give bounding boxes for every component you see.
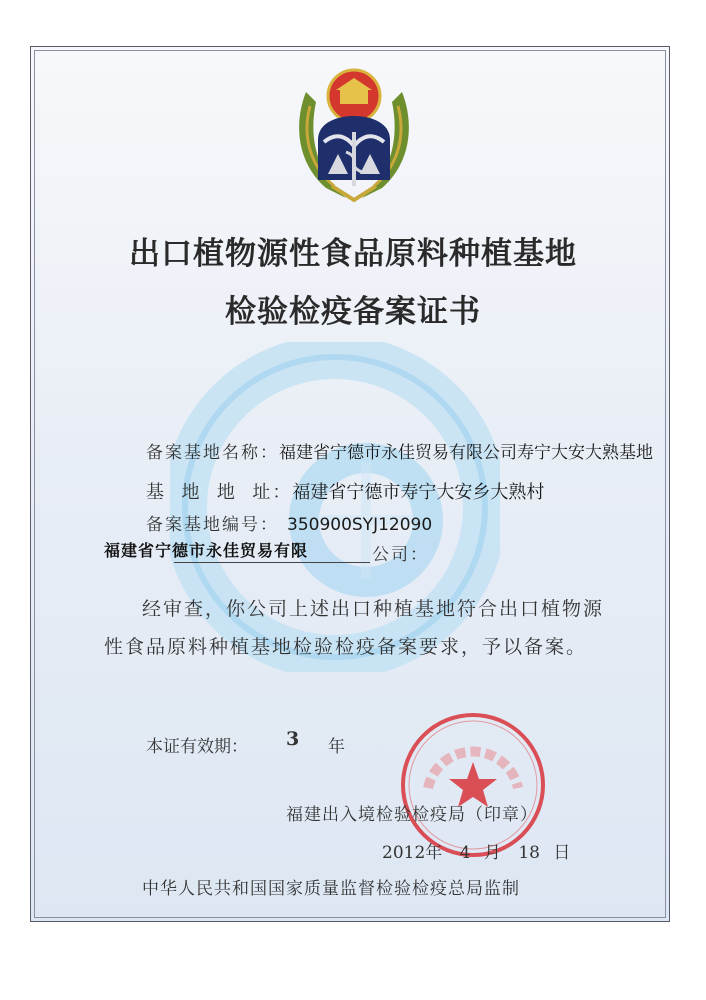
validity-unit: 年 (328, 737, 345, 757)
body-line-1: 经审查，你公司上述出口种植基地符合出口植物源 (142, 598, 605, 620)
address-row (146, 478, 544, 504)
company-name: 福建省宁德市永佳贸易有限 (104, 541, 309, 560)
base-name-label: 备案基地名称： (146, 443, 279, 463)
address-value: 福建省宁德市寿宁大安乡大熟村 (292, 482, 545, 503)
date-year: 2012 (382, 843, 426, 863)
date-year-unit: 年 (425, 843, 443, 863)
number-value: 350900SYJ12090 (287, 515, 433, 535)
company-underline (174, 562, 370, 563)
issuer-text: 福建出入境检验检疫局（印章） (286, 805, 538, 825)
number-label: 备案基地编号： (146, 515, 279, 535)
supervisor-text: 中华人民共和国国家质量监督检验检疫总局监制 (142, 879, 520, 899)
number-row (146, 510, 432, 535)
date-day: 18 (518, 843, 540, 863)
base-name-row (146, 438, 653, 463)
company-suffix: 公司： (372, 545, 429, 565)
certificate-title-line1: 出口植物源性食品原料种植基地 (129, 236, 577, 272)
watermark-logo-icon (170, 342, 500, 672)
validity-label: 本证有效期： (146, 737, 248, 757)
date-month-unit: 月 (483, 843, 501, 863)
certificate-title-line2: 检验检疫备案证书 (225, 294, 481, 330)
date-day-unit: 日 (553, 843, 571, 863)
body-line-2: 性食品原料种植基地检验检疫备案要求，予以备案。 (104, 636, 588, 658)
validity-value: 3 (286, 728, 300, 750)
issue-date (382, 838, 570, 863)
inspection-emblem-icon (288, 62, 420, 206)
base-name-value: 福建省宁德市永佳贸易有限公司寿宁大安大熟基地 (279, 443, 653, 463)
date-month: 4 (459, 843, 471, 863)
address-label: 基 地 地 址： (146, 482, 293, 503)
